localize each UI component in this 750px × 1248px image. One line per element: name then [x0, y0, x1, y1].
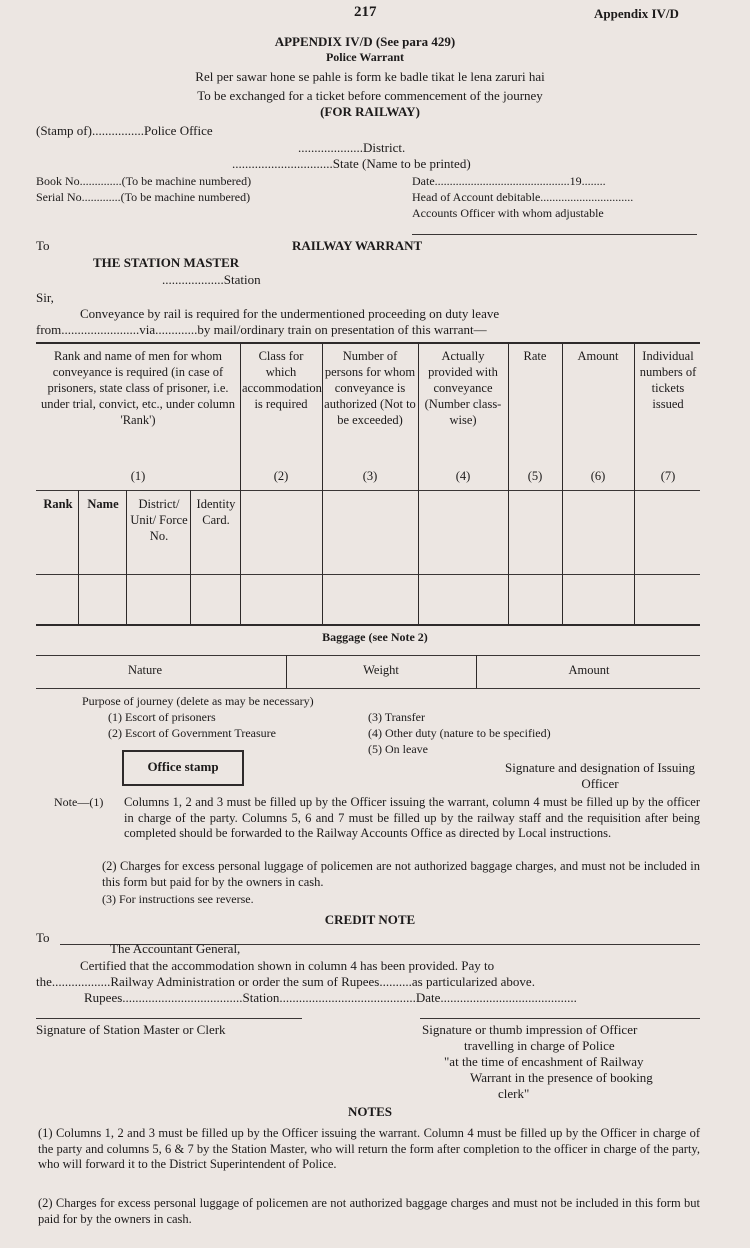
- col-5-number: (5): [527, 469, 543, 483]
- col-2-number: (2): [273, 469, 289, 483]
- col-7-number: (7): [660, 469, 676, 483]
- purpose-item-2: (2) Escort of Government Treasure: [108, 726, 276, 740]
- subcol-name: Name: [87, 497, 119, 511]
- salutation: Sir,: [36, 290, 54, 305]
- english-instruction: To be exchanged for a ticket before commencement of the journey: [197, 88, 543, 103]
- serial-no-field: Serial No.............(To be machine numbered): [36, 190, 251, 204]
- baggage-nature: Nature: [127, 663, 162, 677]
- state-field: ...............................State (Name to be printed): [232, 156, 471, 171]
- subcol-rank: Rank: [43, 497, 73, 511]
- stamp-field: (Stamp of)................Police Office: [36, 123, 213, 138]
- col-1-header: Rank and name of men for whom conveyance is required (in case of prisoners, state class of prisoner, i.e. under trial, convict, etc., under column 'Rank'): [40, 349, 236, 427]
- notes-item-1: (1) Columns 1, 2 and 3 must be filled up by the Officer issuing the warrant. Column 4 must be filled up by the Officer in charge of the party and columns 5, 6 & 7 by the Station Master, who will return the form after completion to the officer in charge of the party, who will forward it to the District Superintendent of Police.: [38, 1126, 700, 1171]
- subcol-district-unit: District/ Unit/ Force No.: [130, 497, 188, 543]
- note-lead: Note—(1): [54, 795, 104, 809]
- col-2-header: Class for which accommodation is required: [242, 349, 322, 411]
- sig-officer-line2: travelling in charge of Police: [464, 1038, 615, 1053]
- accountant-general: The Accountant General,: [110, 941, 241, 956]
- station-field: ...................Station: [162, 272, 261, 287]
- credit-note-to: To: [36, 930, 50, 945]
- hindi-instruction: Rel per sawar hone se pahle is form ke badle tikat le lena zaruri hai: [195, 69, 545, 84]
- purpose-item-5: (5) On leave: [368, 742, 428, 756]
- page-number: 217: [354, 4, 377, 20]
- note-item-1: Columns 1, 2 and 3 must be filled up by the Officer issuing the warrant, column 4 must be filled up by the officer in charge of the party. Columns 5, 6 and 7 must be filled up by the railway staff and the requisition after being completed should be forwarded to the Railway Accounts Office as directed by Local instructions.: [124, 795, 700, 840]
- form-subtitle: Police Warrant: [325, 50, 405, 64]
- col-7-header: Individual numbers of tickets issued: [639, 349, 697, 411]
- issuing-officer-signature: Signature and designation of Issuing Officer: [505, 760, 695, 791]
- col-4-header: Actually provided with conveyance (Number class-wise): [424, 349, 502, 427]
- office-stamp-label: Office stamp: [147, 759, 219, 774]
- col-3-header: Number of persons for whom conveyance is authorized (Not to be exceeded): [324, 349, 416, 427]
- sig-officer-line1: Signature or thumb impression of Officer: [422, 1022, 638, 1037]
- for-railway-label: (FOR RAILWAY): [320, 104, 420, 119]
- credit-line2: the..................Railway Administration or order the sum of Rupees..........as particularized above.: [36, 974, 535, 989]
- sig-officer-line4: Warrant in the presence of booking: [470, 1070, 653, 1085]
- warrant-body-line2: from........................via.............by mail/ordinary train on presentation of this warrant—: [36, 322, 487, 337]
- sig-officer-line3: "at the time of encashment of Railway: [444, 1054, 644, 1069]
- warrant-to: To: [36, 238, 50, 253]
- appendix-label: Appendix IV/D: [594, 6, 679, 21]
- col-1-number: (1): [130, 469, 146, 483]
- baggage-amount: Amount: [568, 663, 610, 677]
- district-field: ....................District.: [298, 140, 406, 155]
- date-field: Date.............................................19........: [412, 174, 606, 188]
- col-4-number: (4): [455, 469, 471, 483]
- subcol-identity-card: Identity Card.: [196, 497, 236, 527]
- purpose-item-3: (3) Transfer: [368, 710, 425, 724]
- appendix-title: APPENDIX IV/D (See para 429): [274, 34, 456, 49]
- head-of-account-field: Head of Account debitable...............................: [412, 190, 634, 204]
- purpose-title: Purpose of journey (delete as may be necessary): [82, 694, 314, 708]
- warrant-body-line1: Conveyance by rail is required for the undermentioned proceeding on duty leave: [80, 306, 500, 321]
- purpose-item-4: (4) Other duty (nature to be specified): [368, 726, 551, 740]
- sig-station-master: Signature of Station Master or Clerk: [36, 1022, 226, 1037]
- railway-warrant-title: RAILWAY WARRANT: [292, 238, 423, 253]
- accounts-officer-line: [412, 234, 697, 235]
- notes-item-2: (2) Charges for excess personal luggage of policemen are not authorized baggage charges and must not be included in this form but paid for by the owners in cash.: [38, 1196, 700, 1226]
- book-no-field: Book No..............(To be machine numbered): [36, 174, 252, 188]
- note-item-2: (2) Charges for excess personal luggage of policemen are not authorized baggage charges, and must not be included in this form but paid for by the owners in cash.: [102, 859, 700, 889]
- col-6-number: (6): [590, 469, 606, 483]
- credit-note-title: CREDIT NOTE: [324, 912, 416, 927]
- station-master-addressee: THE STATION MASTER: [93, 255, 240, 270]
- col-6-header: Amount: [577, 349, 619, 363]
- purpose-item-1: (1) Escort of prisoners: [108, 710, 216, 724]
- sig-officer-line5: clerk": [498, 1086, 530, 1101]
- baggage-title: Baggage (see Note 2): [322, 630, 428, 644]
- accounts-officer-field: Accounts Officer with whom adjustable: [412, 206, 604, 220]
- credit-line3: Rupees.....................................Station..........................................Date..........................................: [84, 990, 577, 1005]
- col-3-number: (3): [362, 469, 378, 483]
- note-item-3: (3) For instructions see reverse.: [102, 892, 254, 906]
- col-5-header: Rate: [523, 349, 547, 363]
- credit-line1: Certified that the accommodation shown in column 4 has been provided. Pay to: [80, 958, 495, 973]
- baggage-weight: Weight: [363, 663, 399, 677]
- notes-title: NOTES: [347, 1104, 393, 1119]
